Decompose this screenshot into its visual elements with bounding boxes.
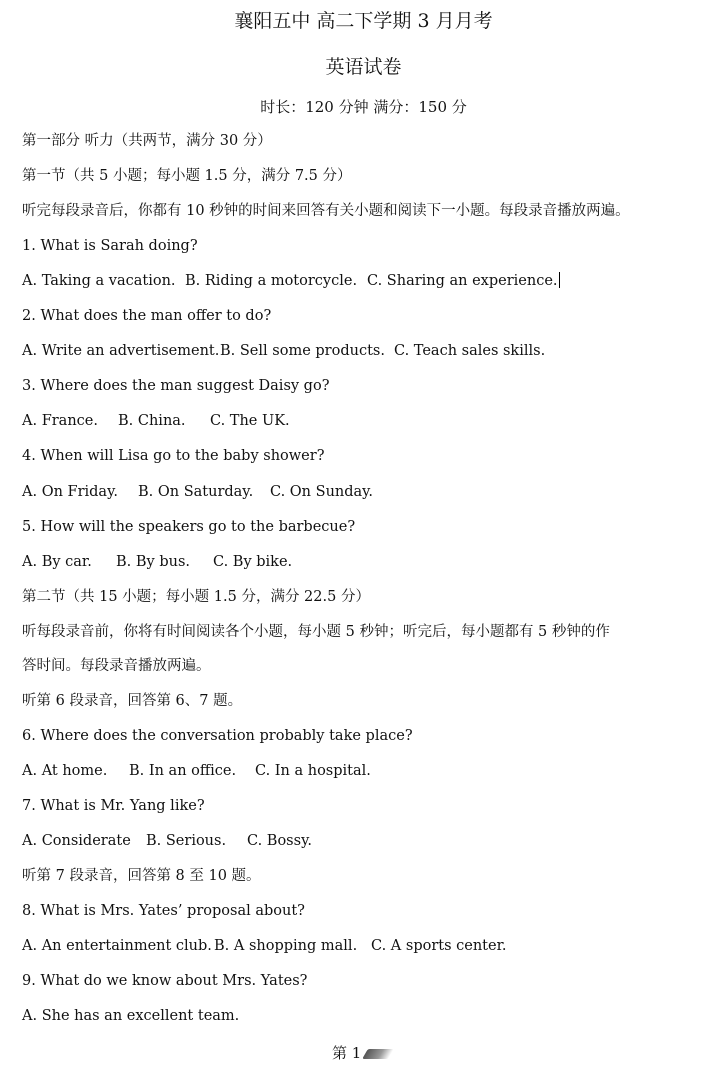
question-2: 2. What does the man offer to do?	[22, 308, 272, 324]
options-8	[22, 935, 507, 957]
option-5b: B. By bus.	[116, 554, 191, 570]
exam-subject: 英语试卷	[325, 56, 402, 78]
question-3: 3. Where does the man suggest Daisy go?	[22, 378, 330, 394]
option-4c: C. On Sunday.	[270, 484, 374, 500]
options-7	[22, 830, 312, 852]
part1-heading: 第一部分 听力（共两节，满分 30 分）	[22, 133, 272, 149]
option-1a: A. Taking a vacation.	[22, 273, 176, 289]
options-9	[22, 1005, 239, 1027]
page-footer	[332, 1042, 391, 1064]
question-6: 6. Where does the conversation probably take place?	[22, 728, 413, 744]
option-6a: A. At home.	[22, 763, 108, 779]
page-number: 第 1	[332, 1044, 362, 1062]
question-9: 9. What do we know about Mrs. Yates?	[22, 973, 308, 989]
exam-title: 襄阳五中 高二下学期 3 月月考	[234, 10, 493, 32]
option-2a: A. Write an advertisement.	[22, 343, 220, 359]
section2-heading: 第二节（共 15 小题；每小题 1.5 分，满分 22.5 分）	[22, 589, 370, 605]
options-4	[22, 481, 373, 503]
options-1	[22, 270, 560, 292]
option-8c: C. A sports center.	[371, 938, 507, 954]
section1-instruction: 听完每段录音后，你都有 10 秒钟的时间来回答有关小题和阅读下一小题。每段录音播放两遍。	[22, 203, 630, 219]
option-6b: B. In an office.	[129, 763, 237, 779]
option-5c: C. By bike.	[213, 554, 293, 570]
exam-meta: 时长：120 分钟 满分：150 分	[260, 98, 467, 116]
option-1b: B. Riding a motorcycle.	[185, 273, 358, 289]
option-3b: B. China.	[118, 413, 186, 429]
option-3a: A. France.	[22, 413, 98, 429]
option-7b: B. Serious.	[146, 833, 227, 849]
option-2b: B. Sell some products.	[220, 343, 385, 359]
option-8a: A. An entertainment club.	[22, 938, 212, 954]
audio-6-instruction: 听第 6 段录音，回答第 6、7 题。	[22, 693, 243, 709]
option-2c: C. Teach sales skills.	[394, 343, 546, 359]
question-1: 1. What is Sarah doing?	[22, 238, 198, 254]
option-8b: B. A shopping mall.	[214, 938, 358, 954]
section2-instruction-line2: 答时间。每段录音播放两遍。	[22, 658, 211, 674]
options-6	[22, 760, 371, 782]
option-7c: C. Bossy.	[247, 833, 312, 849]
option-3c: C. The UK.	[210, 413, 290, 429]
option-4b: B. On Saturday.	[138, 484, 254, 500]
section2-instruction-line1: 听每段录音前，你将有时间阅读各个小题，每小题 5 秒钟；听完后，每小题都有 5 秒钟的作	[22, 624, 610, 640]
question-4: 4. When will Lisa go to the baby shower?	[22, 448, 325, 464]
option-1c: C. Sharing an experience.	[367, 273, 558, 289]
section1-heading: 第一节（共 5 小题；每小题 1.5 分，满分 7.5 分）	[22, 168, 352, 184]
option-9a: A. She has an excellent team.	[22, 1008, 240, 1024]
options-3	[22, 410, 290, 432]
question-8: 8. What is Mrs. Yates’ proposal about?	[22, 903, 305, 919]
text-cursor	[559, 272, 560, 288]
question-5: 5. How will the speakers go to the barbecue?	[22, 519, 356, 535]
option-6c: C. In a hospital.	[255, 763, 371, 779]
option-4a: A. On Friday.	[22, 484, 118, 500]
redaction-mark	[362, 1049, 394, 1059]
option-5a: A. By car.	[22, 554, 92, 570]
options-5	[22, 551, 292, 573]
question-7: 7. What is Mr. Yang like?	[22, 798, 205, 814]
audio-7-instruction: 听第 7 段录音，回答第 8 至 10 题。	[22, 868, 261, 884]
options-2	[22, 340, 545, 362]
option-7a: A. Considerate	[22, 833, 131, 849]
